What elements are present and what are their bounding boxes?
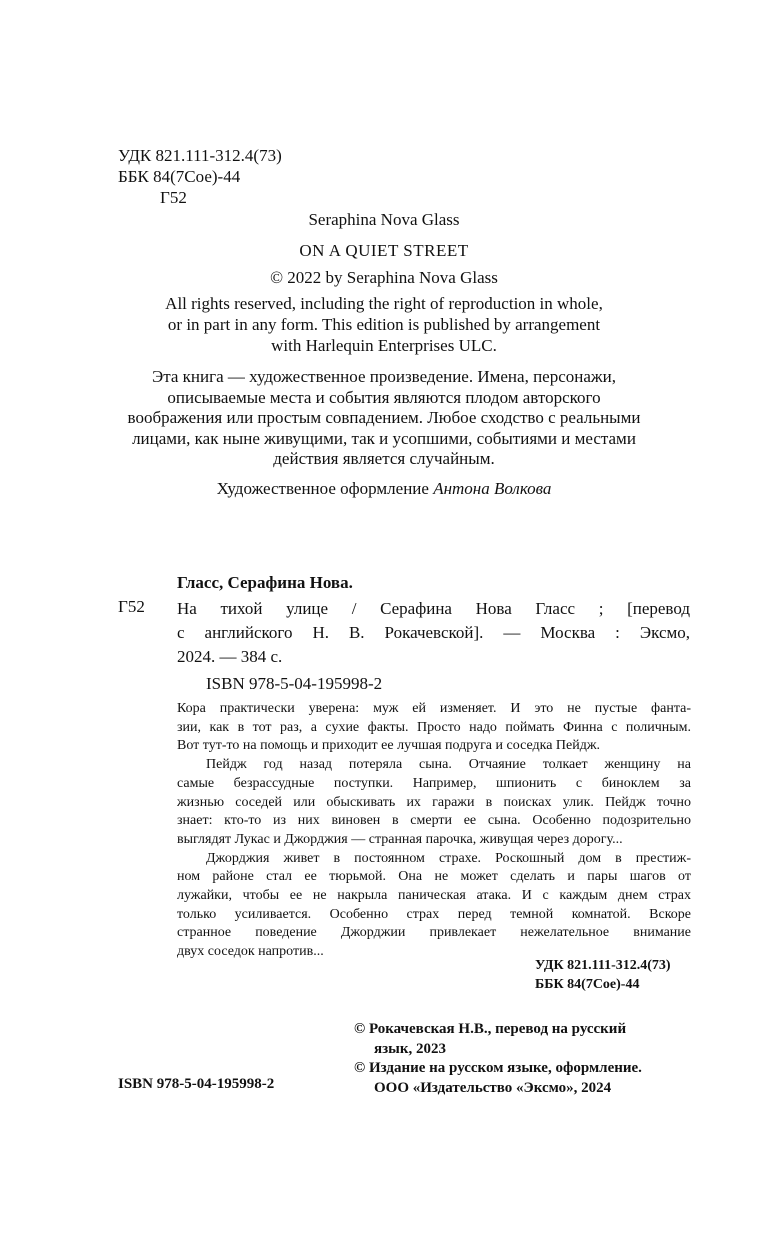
disclaimer-line: описываемые места и события являются плодом авторского xyxy=(167,387,601,407)
disclaimer-line: Эта книга — художественное произведение. Имена, персонажи, xyxy=(151,367,616,386)
annotation-line: только усиливается. Особенно страх перед темной комнатой. Вскоре xyxy=(177,906,691,922)
bottom-isbn: ISBN 978-5-04-195998-2 xyxy=(118,1076,275,1092)
bib-description xyxy=(177,597,690,669)
original-title: ON A QUIET STREET xyxy=(299,241,469,260)
annotation xyxy=(177,700,691,962)
bottom-udk-code: УДК 821.111-312.4(73) xyxy=(535,958,671,973)
author-mark: Г52 xyxy=(160,188,187,207)
copyright-block xyxy=(354,1020,642,1098)
translation-copyright: © Рокачевская Н.В., перевод на русский xyxy=(354,1021,627,1037)
annotation-line: самые безрассудные поступки. Например, шпионить с биноклем за xyxy=(177,775,691,791)
annotation-line: знает: кто-то из них виновен в смерти ее сына. Особенно подозрительно xyxy=(177,813,691,829)
original-copyright: © 2022 by Seraphina Nova Glass xyxy=(270,268,498,287)
annotation-line: Вот тут-то на помощь и приходит ее лучшая подруга и соседка Пейдж. xyxy=(177,738,601,754)
rights-line: or in part in any form. This edition is published by arrangement xyxy=(167,315,601,334)
annotation-line: двух соседок напротив... xyxy=(177,944,324,960)
fiction-disclaimer xyxy=(0,367,768,470)
rights-line: All rights reserved, including the right of reproduction in whole, xyxy=(165,294,603,313)
bib-author-heading: Гласс, Серафина Нова. xyxy=(177,573,353,592)
design-credit xyxy=(0,479,768,499)
bib-description-line: На тихой улице / Серафина Нова Гласс ; [перевод xyxy=(177,599,690,618)
rights-notice xyxy=(0,293,768,356)
disclaimer-line: воображения или простым совпадением. Любое сходство с реальными xyxy=(127,408,641,427)
original-author: Seraphina Nova Glass xyxy=(308,210,460,229)
bottom-classification-codes xyxy=(535,956,671,994)
design-label: Художественное оформление xyxy=(216,479,429,498)
annotation-line: зии, как в тот раз, а сухие факты. Просто надо поймать Финна с поличным. xyxy=(177,719,691,735)
annotation-line: Пейдж год назад потеряла сына. Отчаяние толкает женщину на xyxy=(206,757,691,773)
bib-description-line: 2024. — 384 с. xyxy=(177,647,283,666)
edition-copyright: © Издание на русском языке, оформление. xyxy=(354,1060,642,1076)
bib-class-mark: Г52 xyxy=(118,597,145,616)
annotation-line: выглядят Лукас и Джорджия — странная парочка, живущая через дорогу... xyxy=(177,831,623,847)
bottom-bbk-code: ББК 84(7Сое)-44 xyxy=(535,977,640,992)
annotation-line: Кора практически уверена: муж ей изменяет. И это не пустые фанта- xyxy=(177,701,691,716)
annotation-line: лужайки, чтобы ее не накрыла паническая атака. И с каждым днем страх xyxy=(177,888,691,904)
design-artist: Антона Волкова xyxy=(433,479,552,498)
classification-codes xyxy=(118,145,282,208)
udk-code: УДК 821.111-312.4(73) xyxy=(118,146,282,165)
annotation-line: Джорджия живет в постоянном страхе. Роскошный дом в престиж- xyxy=(206,850,691,866)
rights-line: with Harlequin Enterprises ULC. xyxy=(271,336,497,355)
disclaimer-line: действия является случайным. xyxy=(273,449,495,468)
annotation-line: странное поведение Джорджии привлекает нежелательное внимание xyxy=(177,925,691,941)
annotation-line: ном районе стал ее тюрьмой. Она не может сделать и пары шагов от xyxy=(177,869,691,885)
annotation-line: жизнью соседей или обыскивать их гаражи в поисках улик. Пейдж точно xyxy=(177,794,691,810)
edition-copyright-cont: ООО «Издательство «Эксмо», 2024 xyxy=(374,1079,612,1096)
translation-copyright-cont: язык, 2023 xyxy=(374,1040,446,1057)
disclaimer-line: лицами, как ныне живущими, так и усопшими, событиями и местами xyxy=(132,428,636,448)
bbk-code: ББК 84(7Сое)-44 xyxy=(118,167,241,186)
bib-isbn: ISBN 978-5-04-195998-2 xyxy=(206,674,383,693)
bib-description-line: с английского Н. В. Рокачевской]. — Москва : Эксмо, xyxy=(177,623,690,642)
